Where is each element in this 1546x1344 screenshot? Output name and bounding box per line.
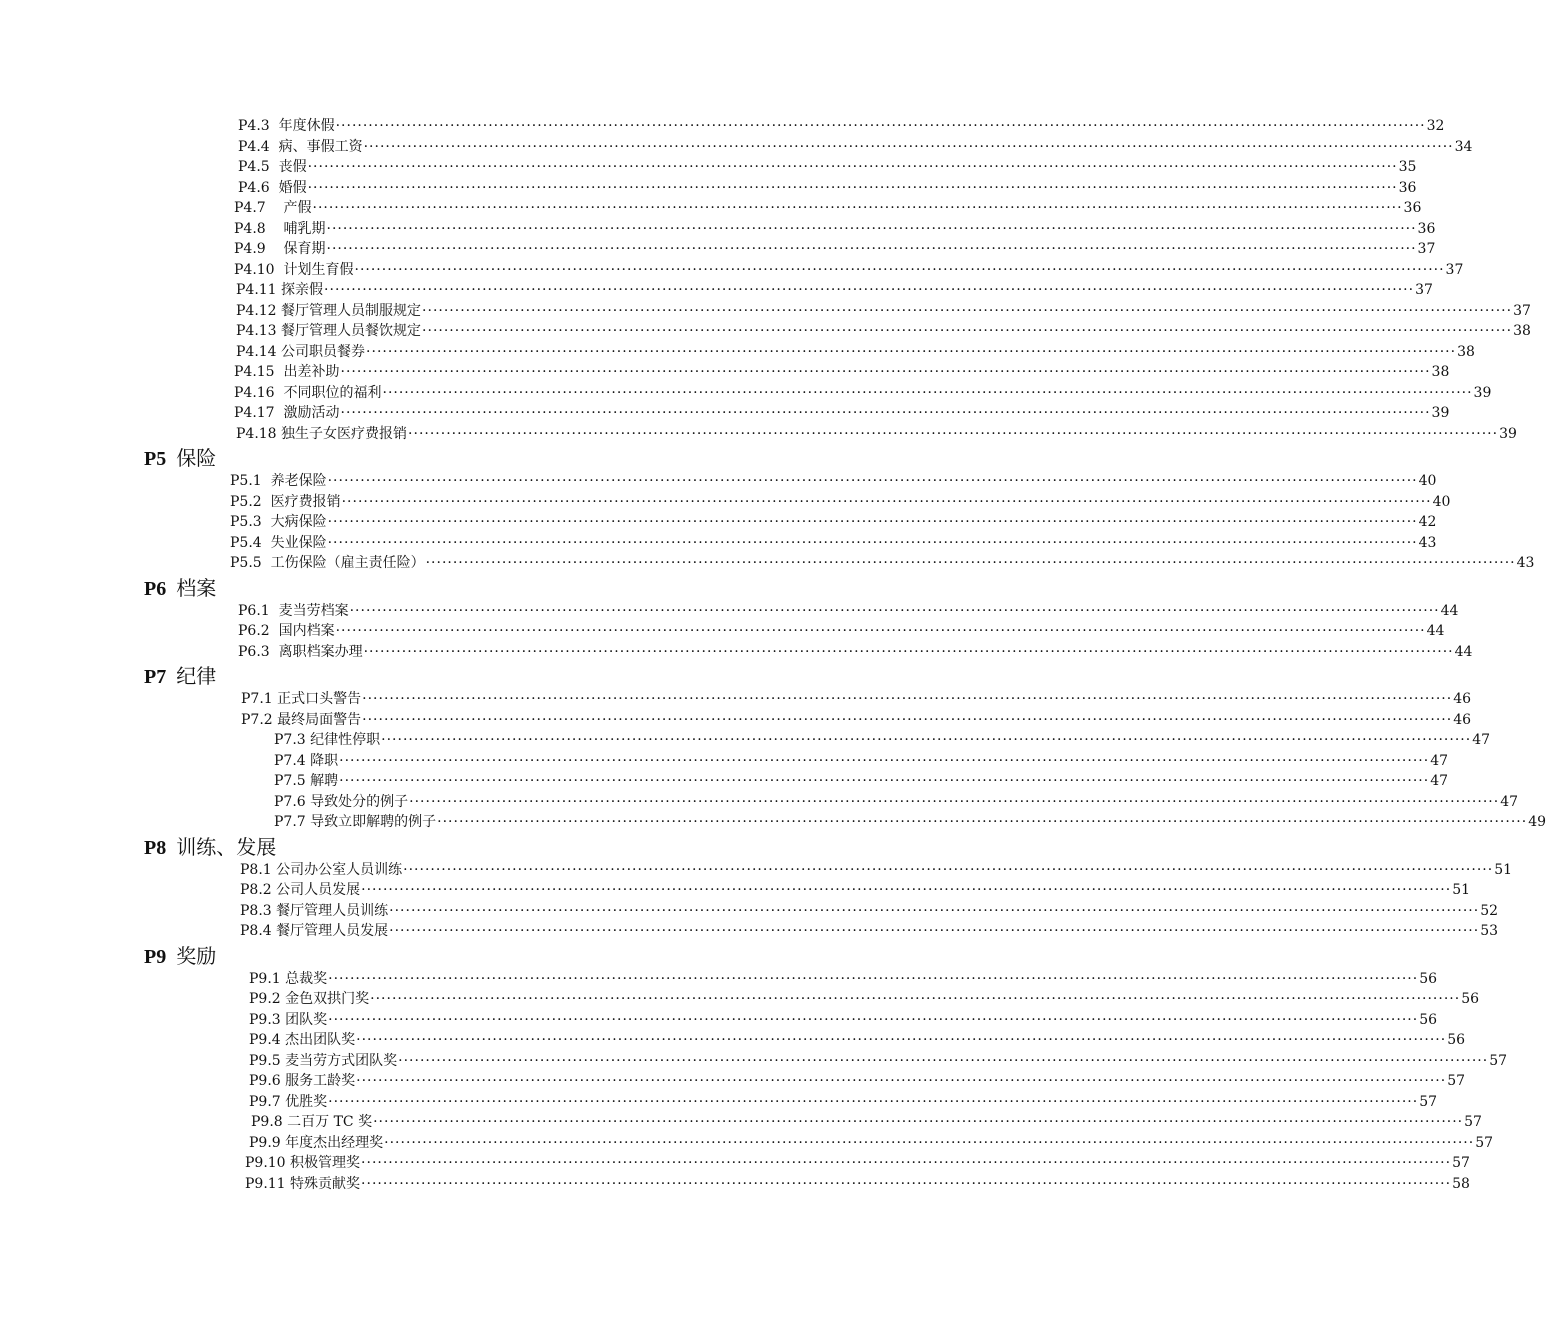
toc-entry[interactable] <box>234 383 1492 403</box>
toc-entry[interactable] <box>274 771 1449 791</box>
toc-entry[interactable] <box>274 812 1546 832</box>
dot-leader: ········································································································································································································ <box>335 623 1426 639</box>
section-code: P8 <box>144 836 167 859</box>
dot-leader: ········································································································································································································ <box>361 1176 1452 1192</box>
toc-entry[interactable] <box>238 601 1459 621</box>
toc-entry-page: 52 <box>1480 903 1499 919</box>
toc-entry-label: P4.17 激励活动 <box>234 405 340 421</box>
toc-entry[interactable] <box>241 689 1472 709</box>
toc-entry-page: 34 <box>1454 139 1473 155</box>
toc-entry[interactable] <box>230 512 1437 532</box>
toc-entry-label: P4.16 不同职位的福利 <box>234 385 382 401</box>
toc-entry[interactable] <box>240 880 1471 900</box>
toc-entry-page: 39 <box>1473 385 1492 401</box>
toc-entry[interactable] <box>230 553 1535 573</box>
toc-entry-label: P4.18 独生子女医疗费报销 <box>236 426 408 442</box>
toc-entry[interactable] <box>236 280 1433 300</box>
toc-entry-label: P9.6 服务工龄奖 <box>249 1073 356 1089</box>
section-heading <box>144 663 216 689</box>
toc-entry-page: 56 <box>1461 991 1480 1007</box>
toc-entry-page: 37 <box>1415 282 1433 298</box>
dot-leader: ········································································································································································································ <box>398 1053 1489 1069</box>
toc-entry[interactable] <box>238 137 1473 157</box>
dot-leader: ········································································································································································································ <box>324 282 1415 298</box>
dot-leader: ········································································································································································································ <box>437 814 1528 830</box>
dot-leader: ········································································································································································································ <box>307 159 1398 175</box>
toc-entry[interactable] <box>245 1174 1470 1194</box>
toc-entry-label: P8.3 餐厅管理人员训练 <box>240 903 389 919</box>
dot-leader: ········································································································································································································ <box>328 1012 1419 1028</box>
dot-leader: ········································································································································································································ <box>326 221 1417 237</box>
toc-entry-label: P8.2 公司人员发展 <box>240 882 361 898</box>
section-heading <box>144 834 276 860</box>
toc-entry-page: 56 <box>1419 971 1438 987</box>
toc-entry-page: 56 <box>1419 1012 1438 1028</box>
toc-entry-page: 39 <box>1431 405 1450 421</box>
toc-entry-page: 47 <box>1472 732 1491 748</box>
dot-leader: ········································································································································································································ <box>384 1135 1475 1151</box>
toc-entry-label: P7.1 正式口头警告 <box>241 691 362 707</box>
toc-entry-label: P9.10 积极管理奖 <box>245 1155 361 1171</box>
dot-leader: ········································································································································································································ <box>422 303 1513 319</box>
section-heading <box>144 445 216 471</box>
toc-entry-label: P6.3 离职档案办理 <box>238 644 363 660</box>
toc-entry-label: P7.6 导致处分的例子 <box>274 794 409 810</box>
section-title: 训练、发展 <box>176 834 277 859</box>
dot-leader: ········································································································································································································ <box>408 426 1499 442</box>
toc-entry-label: P4.12 餐厅管理人员制服规定 <box>236 303 422 319</box>
toc-entry-page: 57 <box>1452 1155 1470 1171</box>
dot-leader: ········································································································································································································ <box>326 241 1417 257</box>
toc-entry-page: 57 <box>1419 1094 1438 1110</box>
dot-leader: ········································································································································································································ <box>328 1094 1419 1110</box>
toc-entry-page: 47 <box>1430 753 1449 769</box>
toc-entry-page: 44 <box>1454 644 1473 660</box>
toc-entry-page: 40 <box>1432 494 1451 510</box>
toc-entry-page: 57 <box>1447 1073 1466 1089</box>
toc-entry-page: 36 <box>1398 180 1417 196</box>
toc-entry[interactable] <box>249 989 1480 1009</box>
toc-entry[interactable] <box>274 730 1491 750</box>
toc-entry[interactable] <box>249 1051 1508 1071</box>
toc-entry-page: 35 <box>1398 159 1417 175</box>
toc-entry[interactable] <box>234 239 1436 259</box>
toc-entry-page: 44 <box>1440 603 1459 619</box>
toc-entry-label: P9.3 团队奖 <box>249 1012 328 1028</box>
toc-entry[interactable] <box>238 621 1445 641</box>
dot-leader: ········································································································································································································ <box>363 139 1454 155</box>
toc-entry[interactable] <box>238 642 1473 662</box>
toc-entry-label: P4.3 年度休假 <box>238 118 335 134</box>
dot-leader: ········································································································································································································ <box>339 773 1430 789</box>
dot-leader: ········································································································································································································ <box>307 180 1398 196</box>
toc-entry[interactable] <box>236 424 1517 444</box>
toc-entry-page: 46 <box>1453 712 1472 728</box>
toc-entry-page: 47 <box>1430 773 1449 789</box>
section-code: P9 <box>144 945 167 968</box>
toc-entry[interactable] <box>240 921 1499 941</box>
dot-leader: ········································································································································································································ <box>362 712 1453 728</box>
toc-entry-label: P5.2 医疗费报销 <box>230 494 341 510</box>
toc-entry-page: 47 <box>1500 794 1519 810</box>
toc-entry-page: 57 <box>1475 1135 1494 1151</box>
toc-entry-label: P9.2 金色双拱门奖 <box>249 991 370 1007</box>
toc-entry[interactable] <box>230 471 1437 491</box>
toc-entry[interactable] <box>238 116 1445 136</box>
section-code: P5 <box>144 448 167 470</box>
toc-entry-page: 37 <box>1513 303 1531 319</box>
section-heading <box>144 943 216 969</box>
dot-leader: ········································································································································································································ <box>409 794 1500 810</box>
toc-entry[interactable] <box>236 301 1531 321</box>
dot-leader: ········································································································································································································ <box>361 882 1452 898</box>
toc-entry[interactable] <box>234 198 1422 218</box>
toc-entry-label: P8.1 公司办公室人员训练 <box>240 862 403 878</box>
toc-entry[interactable] <box>234 362 1450 382</box>
toc-entry-label: P9.9 年度杰出经理奖 <box>249 1135 384 1151</box>
dot-leader: ········································································································································································································ <box>340 405 1431 421</box>
toc-entry-label: P4.4 病、事假工资 <box>238 139 363 155</box>
toc-entry-label: P8.4 餐厅管理人员发展 <box>240 923 389 939</box>
toc-entry-page: 38 <box>1513 323 1531 339</box>
dot-leader: ········································································································································································································ <box>422 323 1513 339</box>
toc-entry-label: P9.7 优胜奖 <box>249 1094 328 1110</box>
toc-entry-label: P9.4 杰出团队奖 <box>249 1032 356 1048</box>
toc-entry-label: P4.11 探亲假 <box>236 282 324 298</box>
section-title: 纪律 <box>176 664 217 688</box>
toc-entry[interactable] <box>274 751 1449 771</box>
toc-entry-label: P7.5 解聘 <box>274 773 339 789</box>
toc-entry[interactable] <box>249 1092 1438 1112</box>
toc-entry-label: P4.14 公司职员餐券 <box>236 344 366 360</box>
toc-entry-page: 39 <box>1499 426 1517 442</box>
dot-leader: ········································································································································································································ <box>327 473 1418 489</box>
toc-entry-label: P5.3 大病保险 <box>230 514 327 530</box>
toc-entry[interactable] <box>249 969 1438 989</box>
dot-leader: ········································································································································································································ <box>312 200 1403 216</box>
toc-entry-page: 32 <box>1426 118 1445 134</box>
dot-leader: ········································································································································································································ <box>425 555 1516 571</box>
section-title: 保险 <box>176 446 217 470</box>
toc-entry[interactable] <box>234 260 1464 280</box>
toc-entry-label: P6.1 麦当劳档案 <box>238 603 349 619</box>
toc-entry[interactable] <box>234 403 1450 423</box>
toc-entry-page: 53 <box>1480 923 1499 939</box>
toc-entry-page: 56 <box>1447 1032 1466 1048</box>
toc-entry[interactable] <box>234 219 1436 239</box>
toc-entry-label: P9.1 总裁奖 <box>249 971 328 987</box>
dot-leader: ········································································································································································································ <box>328 971 1419 987</box>
toc-entry-page: 43 <box>1418 535 1437 551</box>
toc-entry[interactable] <box>251 1112 1482 1132</box>
toc-entry-label: P4.6 婚假 <box>238 180 307 196</box>
toc-entry[interactable] <box>240 901 1499 921</box>
dot-leader: ········································································································································································································ <box>335 118 1426 134</box>
dot-leader: ········································································································································································································ <box>382 385 1473 401</box>
toc-entry[interactable] <box>238 178 1417 198</box>
toc-entry[interactable] <box>249 1030 1466 1050</box>
toc-entry[interactable] <box>274 792 1519 812</box>
toc-entry-page: 58 <box>1452 1176 1470 1192</box>
toc-entry-page: 57 <box>1489 1053 1508 1069</box>
dot-leader: ········································································································································································································ <box>381 732 1472 748</box>
toc-entry[interactable] <box>230 533 1437 553</box>
toc-entry[interactable] <box>230 492 1451 512</box>
toc-entry-label: P6.2 国内档案 <box>238 623 335 639</box>
section-title: 档案 <box>176 575 217 600</box>
dot-leader: ········································································································································································································ <box>339 753 1430 769</box>
toc-entry-page: 44 <box>1426 623 1445 639</box>
dot-leader: ········································································································································································································ <box>366 344 1457 360</box>
dot-leader: ········································································································································································································ <box>363 644 1454 660</box>
toc-entry[interactable] <box>245 1153 1470 1173</box>
toc-entry-label: P7.2 最终局面警告 <box>241 712 362 728</box>
toc-entry-label: P7.4 降职 <box>274 753 339 769</box>
section-title: 奖励 <box>176 943 217 968</box>
toc-entry[interactable] <box>249 1010 1438 1030</box>
toc-entry[interactable] <box>236 342 1475 362</box>
toc-entry[interactable] <box>240 860 1513 880</box>
dot-leader: ········································································································································································································ <box>373 1114 1464 1130</box>
dot-leader: ········································································································································································································ <box>403 862 1494 878</box>
toc-entry-label: P4.15 出差补助 <box>234 364 340 380</box>
dot-leader: ········································································································································································································ <box>340 364 1431 380</box>
toc-entry-page: 38 <box>1457 344 1475 360</box>
toc-entry[interactable] <box>249 1071 1466 1091</box>
dot-leader: ········································································································································································································ <box>341 494 1432 510</box>
section-heading <box>144 575 216 601</box>
toc-entry-page: 37 <box>1417 241 1436 257</box>
toc-entry-label: P9.8 二百万 TC 奖 <box>251 1114 373 1130</box>
toc-entry-page: 38 <box>1431 364 1450 380</box>
toc-entry[interactable] <box>241 710 1472 730</box>
toc-entry-page: 36 <box>1403 200 1422 216</box>
dot-leader: ········································································································································································································ <box>354 262 1445 278</box>
dot-leader: ········································································································································································································ <box>362 691 1453 707</box>
toc-entry-label: P4.7 产假 <box>234 200 312 216</box>
toc-entry-label: P4.8 哺乳期 <box>234 221 326 237</box>
dot-leader: ········································································································································································································ <box>349 603 1440 619</box>
toc-entry-page: 51 <box>1494 862 1513 878</box>
toc-entry-page: 37 <box>1445 262 1464 278</box>
dot-leader: ········································································································································································································ <box>389 903 1480 919</box>
toc-entry-page: 46 <box>1453 691 1472 707</box>
dot-leader: ········································································································································································································ <box>361 1155 1452 1171</box>
toc-entry-page: 57 <box>1464 1114 1482 1130</box>
toc-entry-page: 51 <box>1452 882 1471 898</box>
toc-entry-label: P4.9 保育期 <box>234 241 326 257</box>
toc-entry-label: P4.13 餐厅管理人员餐饮规定 <box>236 323 422 339</box>
dot-leader: ········································································································································································································ <box>356 1073 1447 1089</box>
section-code: P7 <box>144 666 167 688</box>
dot-leader: ········································································································································································································ <box>327 535 1418 551</box>
toc-entry-label: P7.7 导致立即解聘的例子 <box>274 814 437 830</box>
toc-entry-label: P4.10 计划生育假 <box>234 262 354 278</box>
toc-entry-label: P5.4 失业保险 <box>230 535 327 551</box>
dot-leader: ········································································································································································································ <box>327 514 1418 530</box>
dot-leader: ········································································································································································································ <box>356 1032 1447 1048</box>
toc-entry-page: 36 <box>1417 221 1436 237</box>
dot-leader: ········································································································································································································ <box>389 923 1480 939</box>
toc-entry[interactable] <box>238 157 1417 177</box>
toc-entry-label: P7.3 纪律性停职 <box>274 732 381 748</box>
toc-entry[interactable] <box>249 1133 1494 1153</box>
toc-entry-label: P9.5 麦当劳方式团队奖 <box>249 1053 398 1069</box>
toc-entry-label: P5.5 工伤保险（雇主责任险） <box>230 555 425 571</box>
toc-entry-page: 49 <box>1528 814 1546 830</box>
toc-entry-label: P5.1 养老保险 <box>230 473 327 489</box>
toc-entry[interactable] <box>236 321 1531 341</box>
toc-entry-label: P9.11 特殊贡献奖 <box>245 1176 361 1192</box>
toc-entry-label: P4.5 丧假 <box>238 159 307 175</box>
toc-entry-page: 42 <box>1418 514 1437 530</box>
section-code: P6 <box>144 577 167 600</box>
toc-entry-page: 43 <box>1516 555 1535 571</box>
toc-entry-page: 40 <box>1418 473 1437 489</box>
dot-leader: ········································································································································································································ <box>370 991 1461 1007</box>
